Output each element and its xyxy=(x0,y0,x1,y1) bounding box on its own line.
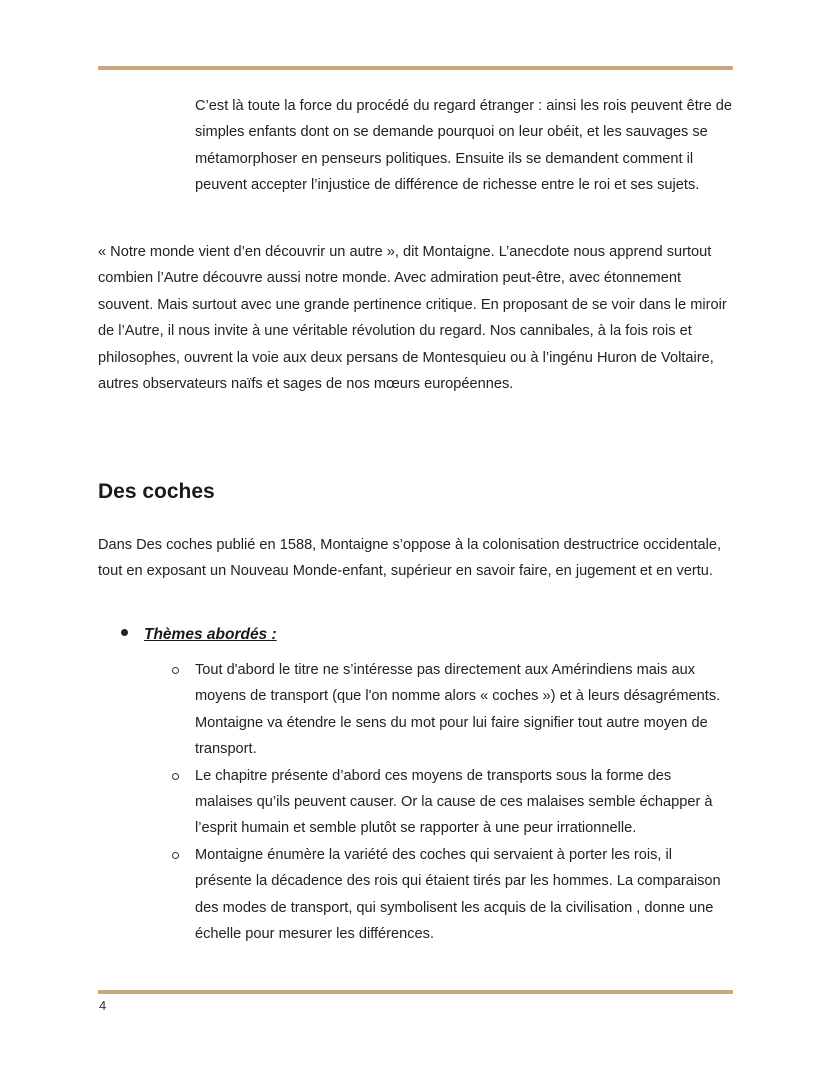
hollow-circle-bullet-icon xyxy=(172,773,179,780)
hollow-circle-bullet-icon xyxy=(172,852,179,859)
section-heading: Des coches xyxy=(98,480,215,503)
bottom-divider xyxy=(98,990,733,994)
hollow-circle-bullet-icon xyxy=(172,667,179,674)
bullet-item-themes xyxy=(121,626,277,644)
sub-bullet-list xyxy=(172,657,732,947)
top-divider xyxy=(98,66,733,70)
indented-quote-paragraph: C’est là toute la force du procédé du regard étranger : ainsi les rois peuvent être de simples enfants dont on se demande pourquoi on leur obéit, et les sauvages se métamorphoser en penseurs politiques. Ensuite ils se demandent comment il peuvent accepter l’injustice de différence de richesse entre le roi et ses sujets. xyxy=(195,98,733,194)
sub-list-item xyxy=(172,763,732,842)
body-paragraph-2: Dans Des coches publié en 1588, Montaigne s’oppose à la colonisation destructrice occidentale, tout en exposant un Nouveau Monde-enfant, supérieur en savoir faire, en jugement et en vertu. xyxy=(98,537,722,580)
bullet-dot-icon xyxy=(121,629,128,636)
sub-list-item-text: Le chapitre présente d’abord ces moyens de transports sous la forme des malaises qu’ils peuvent causer. Or la cause de ces malaises semble échapper à l’esprit humain et semble plutôt se rapporter à une peur irrationnelle. xyxy=(195,767,713,837)
page-number: 4 xyxy=(99,998,107,1013)
sub-list-item-text: Montaigne énumère la variété des coches qui servaient à porter les rois, il présente la décadence des rois qui étaient tirés par les hommes. La comparaison des modes de transport, qui symbolisent les acquis de la civilisation , donne une échelle pour mesurer les différences. xyxy=(195,846,721,943)
body-paragraph-1: « Notre monde vient d’en découvrir un autre », dit Montaigne. L’anecdote nous apprend surtout combien l’Autre découvre aussi notre monde. Avec admiration peut-être, avec étonnement souvent. Mais surtout avec une grande pertinence critique. En proposant de se voir dans le miroir de l’Autre, il nous invite à une véritable révolution du regard. Nos cannibales, à la fois rois et philosophes, ouvrent la voie aux deux persans de Montesquieu ou à l’ingénu Huron de Voltaire, autres observateurs naïfs et sages de nos mœurs européennes. xyxy=(98,244,727,393)
sub-list-item xyxy=(172,657,732,763)
sub-list-item xyxy=(172,842,732,948)
bullet-heading: Thèmes abordés : xyxy=(144,626,277,643)
sub-list-item-text: Tout d'abord le titre ne s’intéresse pas directement aux Amérindiens mais aux moyens de transport (que l'on nomme alors « coches ») et à leurs désagréments. Montaigne va étendre le sens du mot pour lui faire signifier tout autre moyen de transport. xyxy=(195,662,721,758)
